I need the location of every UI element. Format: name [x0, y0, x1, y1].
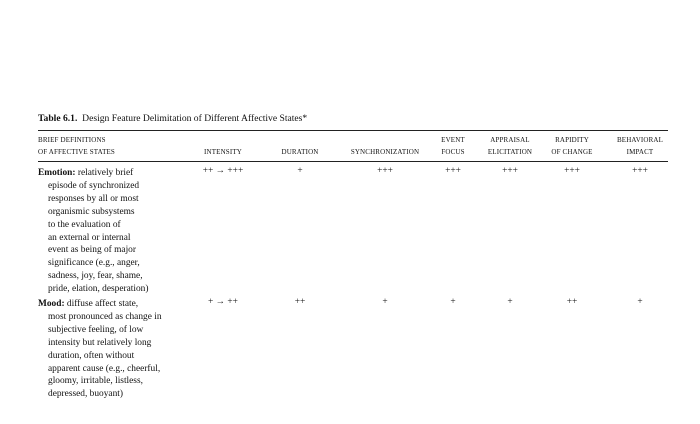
- row-description: [38, 167, 188, 296]
- header-line: OF AFFECTIVE STATES: [38, 148, 115, 156]
- description-line: organismic subsystems: [48, 206, 135, 217]
- description-line: gloomy, irritable, listless,: [48, 376, 143, 387]
- cell-synchronization: +++: [377, 166, 393, 176]
- header-line: [204, 134, 242, 146]
- description-line: intensity but relatively long: [48, 337, 152, 348]
- header-line: BRIEF DEFINITIONS: [38, 136, 106, 144]
- header-synchronization: [351, 134, 419, 158]
- row-description: [38, 298, 188, 401]
- description-line: Mood: diffuse affect state,: [38, 299, 139, 309]
- cell-synchronization: +: [382, 297, 388, 307]
- header-definitions: [38, 134, 115, 158]
- description-line: apparent cause (e.g., cheerful,: [48, 363, 161, 374]
- description-line: subjective feeling, of low: [48, 324, 144, 335]
- cell-appraisal-elicitation: +++: [502, 166, 518, 176]
- header-line: FOCUS: [441, 148, 465, 156]
- header-appraisal-elicitation: [488, 134, 532, 158]
- header-intensity: [204, 134, 242, 158]
- description-line: depressed, buoyant): [48, 389, 123, 400]
- description-line: sadness, joy, fear, shame,: [48, 271, 143, 282]
- header-line: OF CHANGE: [551, 148, 593, 156]
- description-line: to the evaluation of: [48, 219, 121, 230]
- header-line: SYNCHRONIZATION: [350, 148, 420, 156]
- header-line: BEHAVIORAL: [616, 136, 664, 144]
- table-label: Table 6.1.: [38, 113, 78, 124]
- cell-appraisal-elicitation: +: [507, 297, 513, 307]
- row-term: Emotion:: [38, 168, 76, 178]
- header-line: DURATION: [281, 148, 319, 156]
- cell-intensity: ++ → +++: [202, 166, 244, 176]
- header-line: RAPIDITY: [555, 136, 589, 144]
- description-line: episode of synchronized: [48, 180, 140, 191]
- cell-rapidity-of-change: +++: [564, 166, 580, 176]
- cell-event-focus: +++: [445, 166, 461, 176]
- row-term: Mood:: [38, 299, 65, 309]
- cell-rapidity-of-change: ++: [566, 297, 578, 307]
- top-rule: [38, 130, 668, 131]
- cell-duration: +: [297, 166, 303, 176]
- header-line: IMPACT: [626, 148, 654, 156]
- cell-behavioral-impact: +++: [632, 166, 648, 176]
- description-line: event as being of major: [48, 245, 136, 256]
- cell-intensity: + → ++: [208, 297, 238, 307]
- header-behavioral-impact: [617, 134, 663, 158]
- cell-duration: ++: [294, 297, 306, 307]
- header-line: [351, 134, 419, 146]
- description-line: most pronounced as change in: [48, 311, 162, 322]
- header-rule: [38, 161, 668, 162]
- header-event-focus: [441, 134, 465, 158]
- table-caption: [38, 113, 307, 124]
- cell-event-focus: +: [450, 297, 456, 307]
- header-line: EVENT: [441, 136, 465, 144]
- header-duration: [282, 134, 319, 158]
- header-rapidity-of-change: [551, 134, 592, 158]
- description-line: an external or internal: [48, 232, 131, 243]
- cell-behavioral-impact: +: [637, 297, 643, 307]
- description-line: duration, often without: [48, 350, 135, 361]
- description-line: significance (e.g., anger,: [48, 258, 140, 269]
- table-title: Design Feature Delimitation of Different Affective States*: [82, 113, 308, 124]
- header-line: APPRAISAL: [490, 136, 530, 144]
- header-line: INTENSITY: [204, 148, 242, 156]
- header-line: ELICITATION: [487, 148, 533, 156]
- description-line: Emotion: relatively brief: [38, 168, 134, 178]
- description-line: pride, elation, desperation): [48, 284, 149, 295]
- description-line: responses by all or most: [48, 193, 139, 204]
- header-line: [282, 134, 319, 146]
